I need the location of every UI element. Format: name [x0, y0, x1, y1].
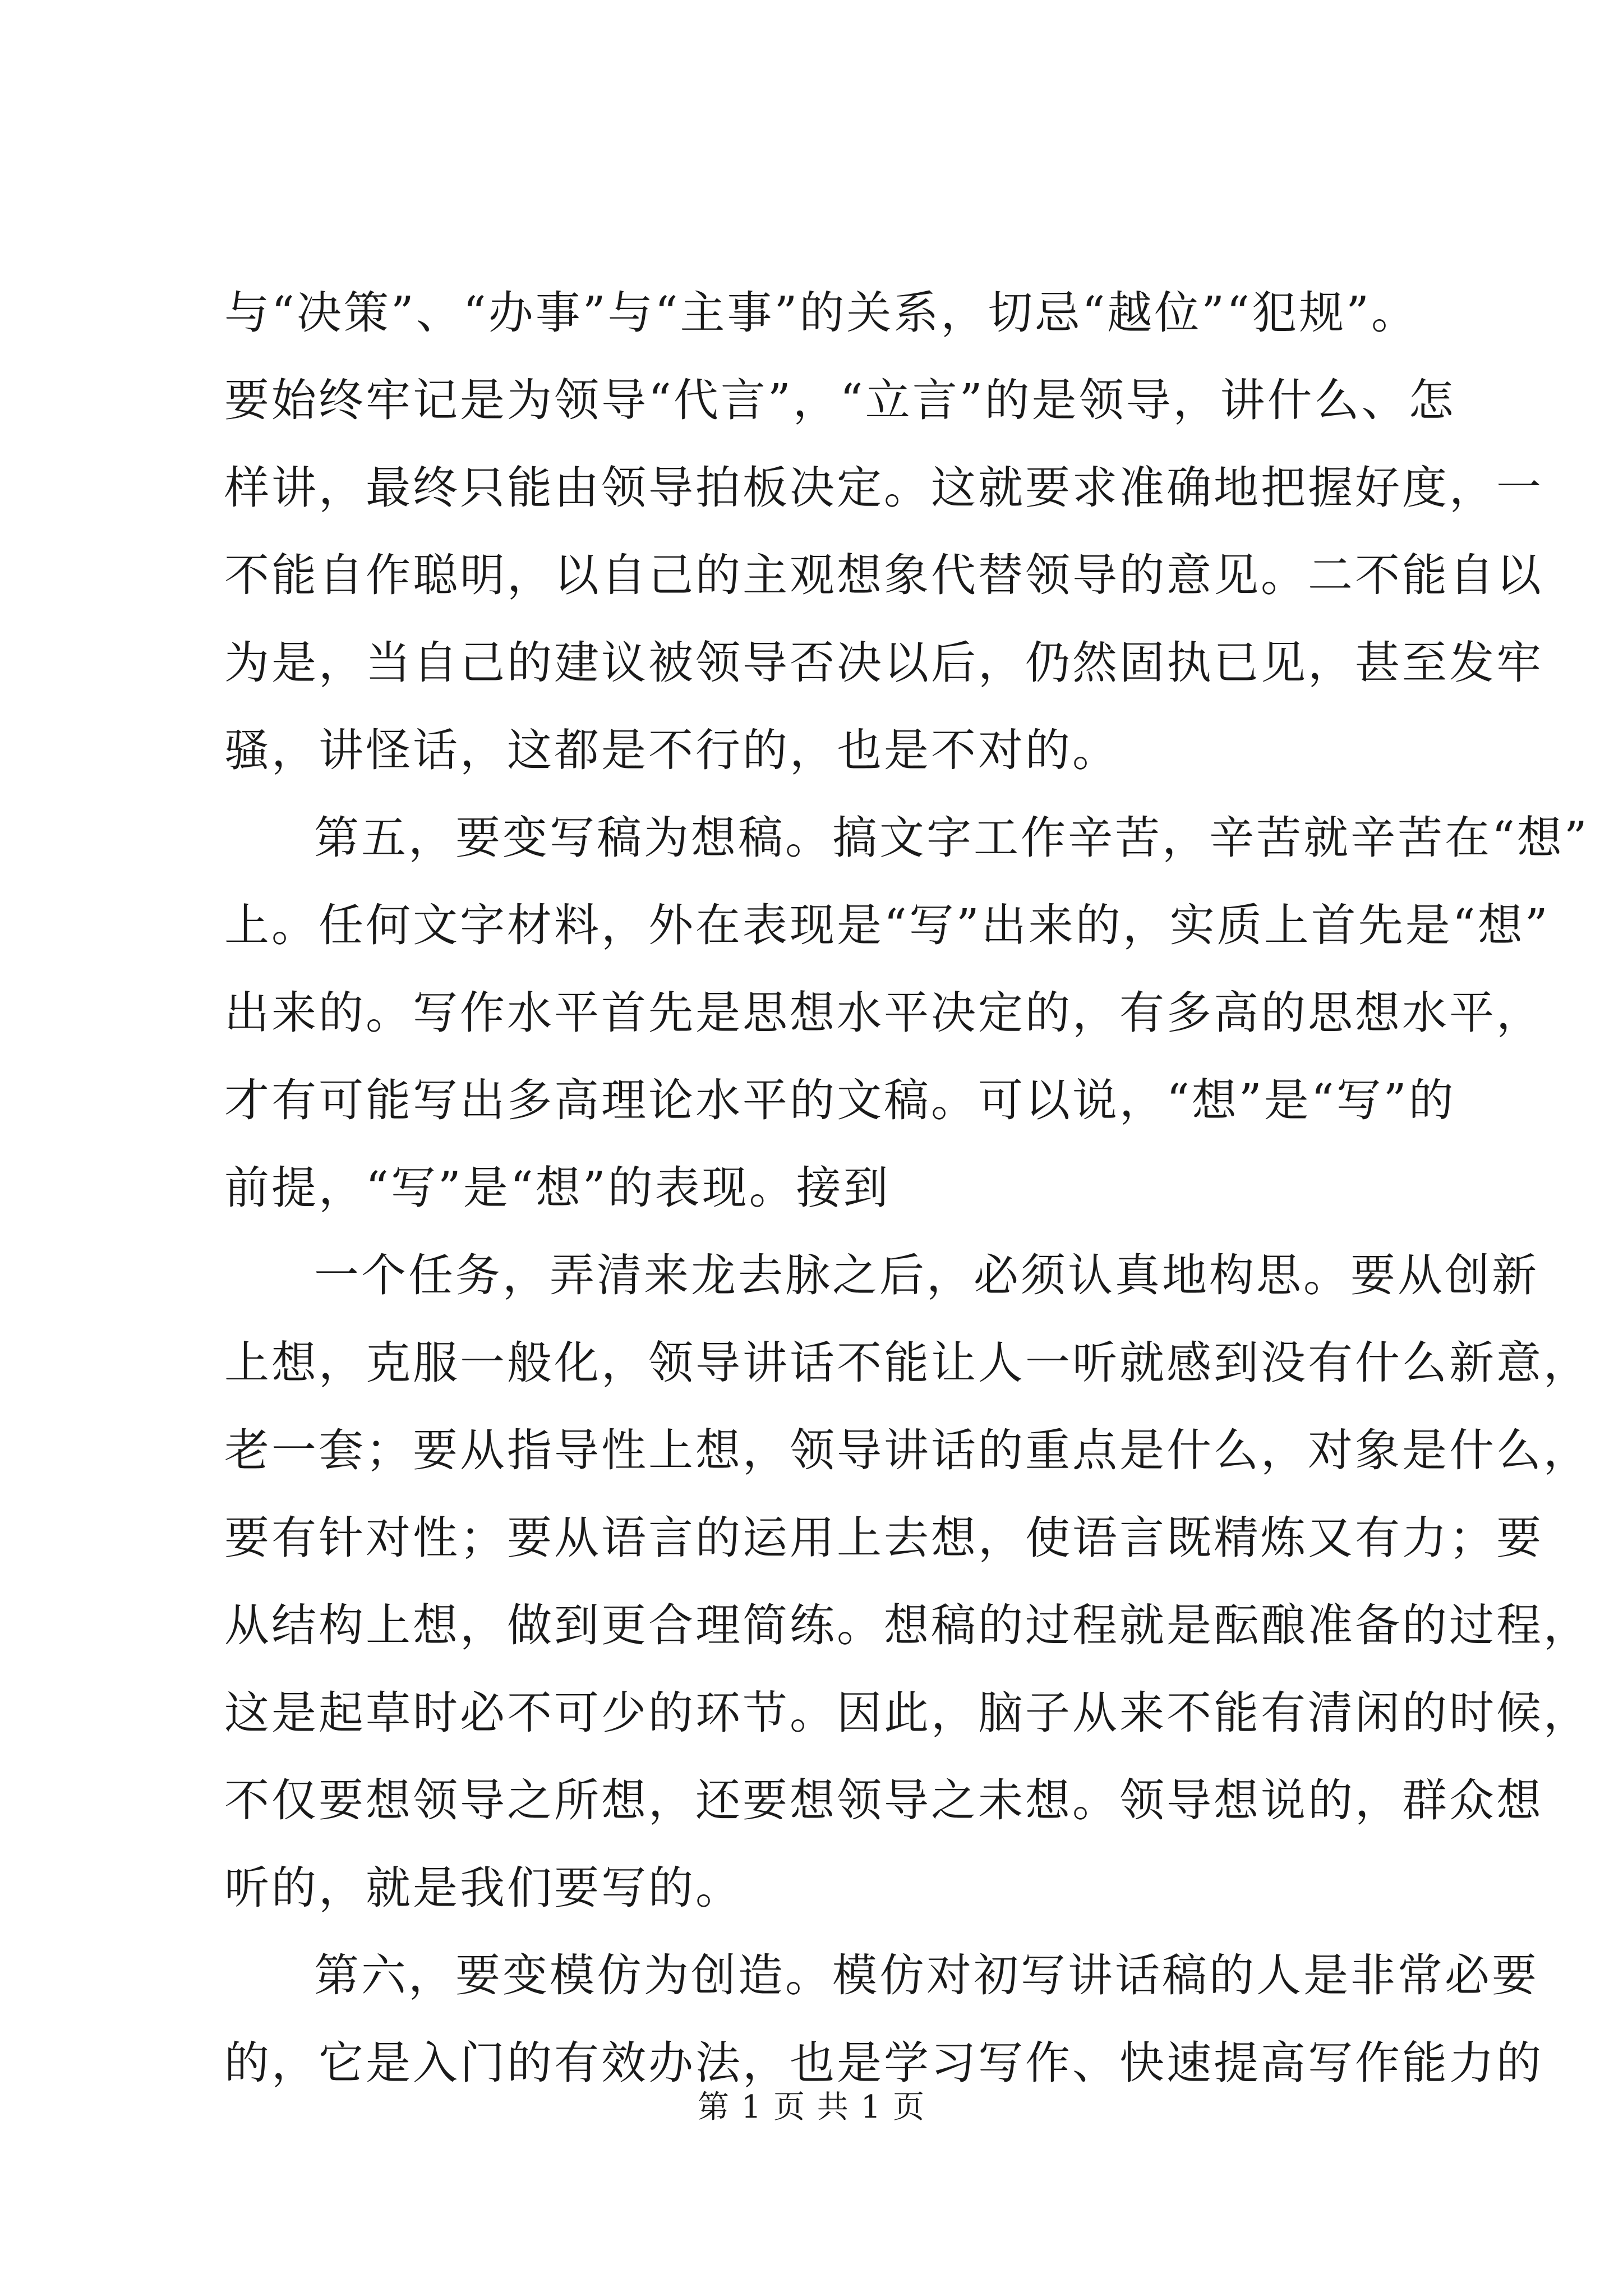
text-line: 不仅要想领导之所想，还要想领导之未想。领导想说的，群众想	[224, 1774, 1543, 1826]
text-line: 骚，讲怪话，这都是不行的，也是不对的。	[224, 724, 1119, 776]
text-line: 前提，“写”是“想”的表现。接到	[224, 1162, 891, 1214]
text-line: 上。任何文字材料，外在表现是“写”出来的，实质上首先是“想”	[224, 899, 1550, 951]
text-line: 要有针对性；要从语言的运用上去想，使语言既精炼又有力；要	[224, 1512, 1543, 1564]
text-line: 这是起草时必不可少的环节。因此，脑子从来不能有清闲的时候，	[224, 1687, 1590, 1739]
text-line: 第五，要变写稿为想稿。搞文字工作辛苦，辛苦就辛苦在“想”	[314, 812, 1589, 864]
text-line: 为是，当自己的建议被领导否决以后，仍然固执已见，甚至发牢	[224, 637, 1543, 689]
text-line: 的，它是入门的有效办法，也是学习写作、快速提高写作能力的	[224, 2037, 1543, 2089]
body-text	[224, 269, 1590, 2107]
text-line: 从结构上想，做到更合理简练。想稿的过程就是酝酿准备的过程，	[224, 1599, 1590, 1651]
text-line: 听的，就是我们要写的。	[224, 1862, 743, 1914]
text-line: 要始终牢记是为领导“代言”，“立言”的是领导，讲什么、怎	[224, 374, 1456, 426]
text-line: 才有可能写出多高理论水平的文稿。可以说，“想”是“写”的	[224, 1074, 1456, 1126]
text-line: 样讲，最终只能由领导拍板决定。这就要求准确地把握好度，一	[224, 462, 1543, 514]
text-line: 老一套；要从指导性上想，领导讲话的重点是什么，对象是什么，	[224, 1424, 1590, 1476]
text-line: 不能自作聪明，以自己的主观想象代替领导的意见。二不能自以	[224, 549, 1543, 601]
text-line: 第六，要变模仿为创造。模仿对初写讲话稿的人是非常必要	[314, 1949, 1539, 2001]
text-line: 上想，克服一般化，领导讲话不能让人一听就感到没有什么新意，	[224, 1337, 1590, 1389]
text-line: 与“决策”、“办事”与“主事”的关系，切忌“越位”“犯规”。	[224, 287, 1418, 339]
text-line: 出来的。写作水平首先是思想水平决定的，有多高的思想水平，	[224, 987, 1543, 1039]
text-line: 一个任务，弄清来龙去脉之后，必须认真地构思。要从创新	[314, 1249, 1539, 1301]
page-footer: 第 1 页 共 1 页	[697, 2089, 926, 2125]
